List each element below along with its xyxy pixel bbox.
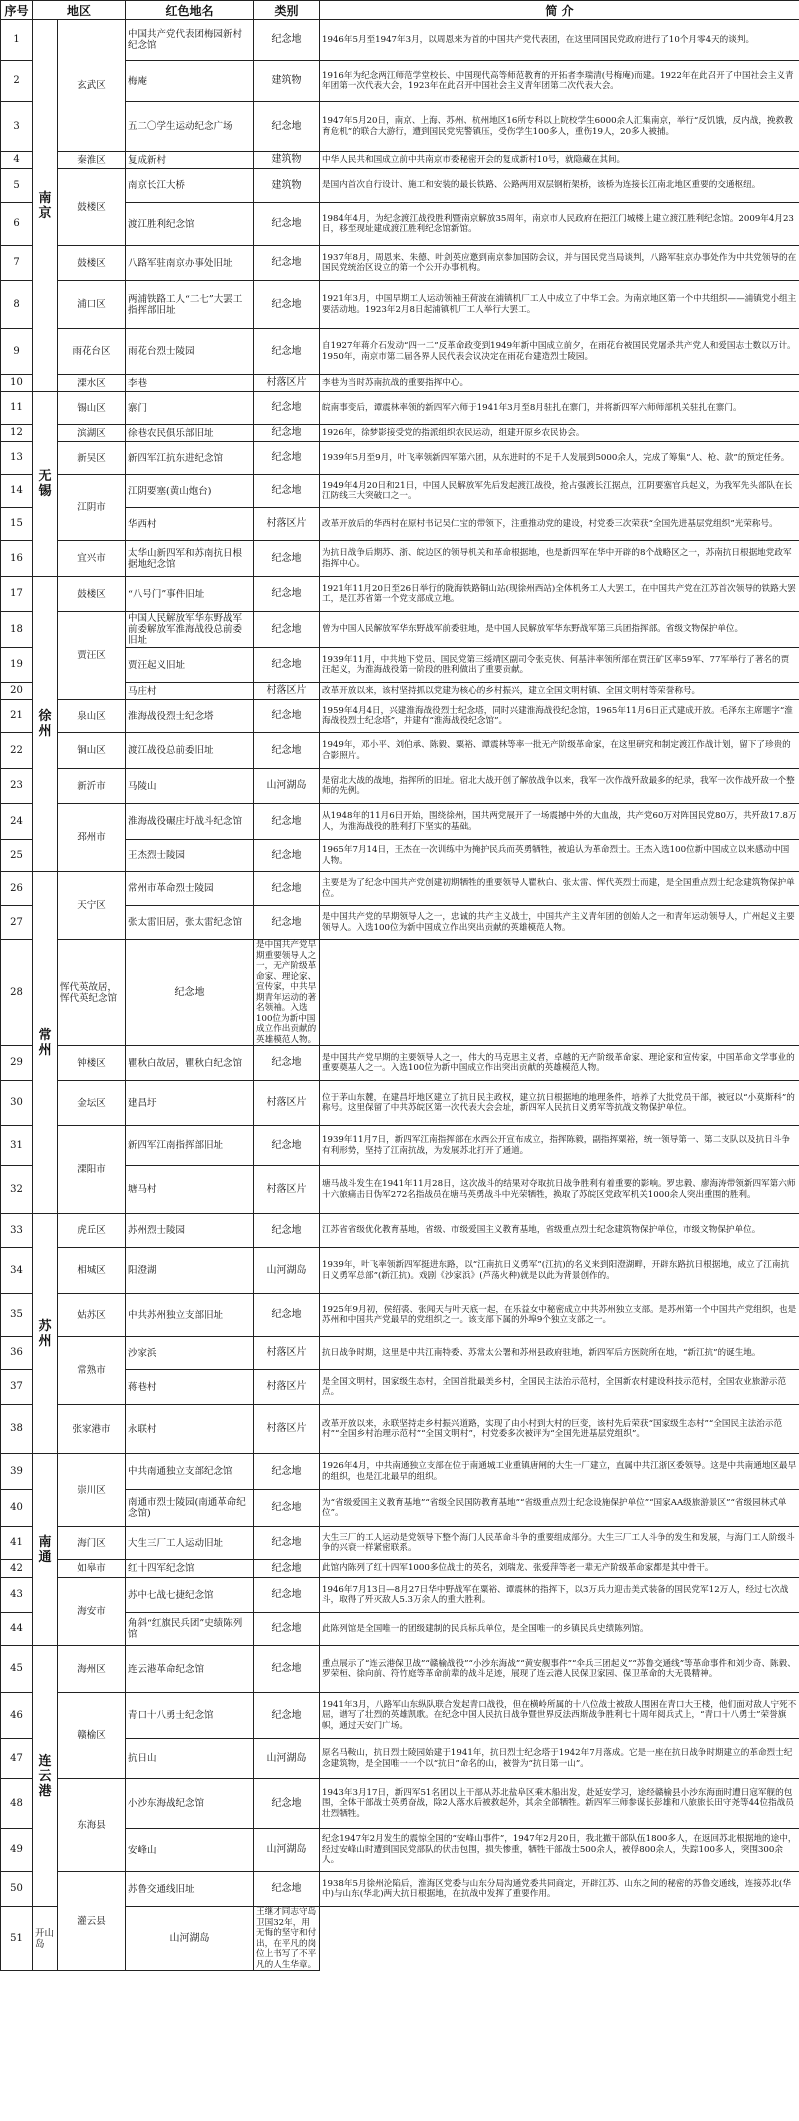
site-description: 1947年5月20日，南京、上海、苏州、杭州地区16所专科以上院校学生6000余人汇集南京，举行“反饥饿，反内战，挽救教育危机”的联合大游行，遭到国民党宪警镇压，受伤学生100多人，重伤19人，20多人被捕。 (320, 102, 799, 152)
row-seq: 46 (1, 1693, 33, 1739)
site-type: 纪念地 (254, 1578, 320, 1613)
site-description: 1949年4月20日和21日，中国人民解放军先后发起渡江战役，抢占强渡长江据点，江阴要塞官兵起义，为我军先头部队在长江防线三大突破口之一。 (320, 475, 799, 508)
site-name: 江阴要塞(黄山炮台) (126, 475, 254, 508)
site-type: 村落区片 (254, 1081, 320, 1126)
row-seq: 8 (1, 281, 33, 329)
district-name: 浦口区 (58, 281, 126, 329)
row-seq: 48 (1, 1779, 33, 1829)
site-description: 1941年3月，八路军山东纵队联合发起青口战役，但在横岭所属的十八位战士被敌人围困在青口大王楼，他们面对敌人宁死不屈，谱写了壮烈的英雄凯歌。在纪念中国人民抗日战争暨世界反法西斯战争胜利七十周年阅兵式上，“青口十八勇士”荣誉旗帜，通过天安门广场。 (320, 1693, 799, 1739)
table-row (1, 281, 799, 329)
row-seq: 13 (1, 442, 33, 475)
table-row (1, 1779, 799, 1829)
site-description: 抗日战争时期，这里是中共江南特委、苏常太公署和苏州县政府驻地，新四军后方医院所在地，“新江抗”的诞生地。 (320, 1337, 799, 1370)
table-row (1, 1646, 799, 1693)
row-seq: 28 (1, 940, 33, 1046)
row-seq: 20 (1, 683, 33, 700)
site-description: 1943年3月17日，新四军51名团以上干部从苏北盐阜区乘木船出发，赴延安学习，途经赣榆县小沙东海面时遭日寇军舰的包围，全体干部战士英勇奋战，除2人落水后被救起外，其余全部牺牲。新四军三师参谋长彭雄和八旅旅长田守尧等44位指战员壮烈牺牲。 (320, 1779, 799, 1829)
table-row (1, 1337, 799, 1370)
site-name: 塘马村 (126, 1166, 254, 1214)
site-description: 皖南事变后，谭震林率领的新四军六师于1941年3月至8月驻扎在寨门，并将新四军六师师部机关驻扎在寨门。 (320, 392, 799, 425)
site-description: 1921年3月，中国早期工人运动领袖王荷波在浦镇机厂工人中成立了中华工会。为南京地区第一个中共组织——浦镇党小组主要活动地。1923年2月8日起浦镇机厂工人举行大罢工。 (320, 281, 799, 329)
site-description: 改革开放以来，该村坚持抓以党建为核心的乡村振兴，建立全国文明村镇、全国文明村等荣誉称号。 (320, 683, 799, 700)
table-row (1, 392, 799, 425)
row-seq: 30 (1, 1081, 33, 1126)
site-type: 建筑物 (254, 152, 320, 169)
table-row (1, 577, 799, 612)
site-type: 纪念地 (254, 1527, 320, 1560)
site-name: 王杰烈士陵园 (126, 840, 254, 872)
district-name: 天宁区 (58, 872, 126, 940)
site-name: 李巷 (126, 375, 254, 392)
district-name: 铜山区 (58, 733, 126, 769)
table-row (1, 442, 799, 475)
district-name: 鼓楼区 (58, 577, 126, 612)
site-name: 徐巷农民俱乐部旧址 (126, 425, 254, 442)
site-type: 纪念地 (254, 102, 320, 152)
site-description: 1926年4月，中共南通独立支部在位于南通城工业重镇唐闸的大生一厂建立，直属中共江浙区委领导。这是中共南通地区最早的组织，也是江北最早的组织。 (320, 1454, 799, 1490)
site-name: 两浦铁路工人“二七”大罢工指挥部旧址 (126, 281, 254, 329)
table-row (1, 1294, 799, 1337)
city-name: 无锡 (33, 392, 58, 577)
site-name: 大生三厂工人运动旧址 (126, 1527, 254, 1560)
row-seq: 14 (1, 475, 33, 508)
row-seq: 10 (1, 375, 33, 392)
site-type: 山河湖岛 (254, 1829, 320, 1872)
site-name: 马陵山 (126, 769, 254, 804)
table-row (1, 612, 799, 648)
row-seq: 51 (1, 1907, 33, 1971)
site-type: 纪念地 (254, 840, 320, 872)
site-name: 淮海战役烈士纪念塔 (126, 700, 254, 733)
site-description: 是宿北大战的战地，指挥所的旧址。宿北大战开创了解放战争以来，我军一次作战歼敌最多的纪录，我军一次作战歼敌一个整师的先例。 (320, 769, 799, 804)
site-type: 纪念地 (254, 872, 320, 906)
site-type: 纪念地 (254, 906, 320, 940)
row-seq: 12 (1, 425, 33, 442)
row-seq: 23 (1, 769, 33, 804)
site-description: 1959年4月4日，兴建淮海战役烈士纪念塔，同时兴建淮海战役纪念馆，1965年11月6日正式建成开放。毛泽东主席题字“淮海战役烈士纪念塔”，并建有“淮海战役纪念馆”。 (320, 700, 799, 733)
site-type: 村落区片 (254, 683, 320, 700)
site-type: 纪念地 (254, 1046, 320, 1081)
district-name: 玄武区 (58, 20, 126, 152)
site-description: 1946年7月13日—8月27日华中野战军在粟裕、谭震林的指挥下，以3万兵力迎击美式装备的国民党军12万人，经过七次战斗，取得了歼灭敌人5.3万余人的重大胜利。 (320, 1578, 799, 1613)
site-name: 中国人民解放军华东野战军前委解放军淮海战役总前委旧址 (126, 612, 254, 648)
row-seq: 32 (1, 1166, 33, 1214)
site-name: 永联村 (126, 1405, 254, 1454)
district-name: 东海县 (58, 1779, 126, 1872)
site-name: 五二〇学生运动纪念广场 (126, 102, 254, 152)
table-row (1, 1081, 799, 1126)
row-seq: 34 (1, 1248, 33, 1294)
district-name: 鼓楼区 (58, 169, 126, 246)
district-name: 灌云县 (58, 1872, 126, 1971)
district-name: 贾汪区 (58, 612, 126, 700)
site-name: 梅庵 (126, 61, 254, 102)
row-seq: 41 (1, 1527, 33, 1560)
site-description: 是全国文明村，国家级生态村，全国首批最美乡村，全国民主法治示范村，全国新农村建设科技示范村，全国农业旅游示范点。 (320, 1370, 799, 1405)
site-name: 渡江战役总前委旧址 (126, 733, 254, 769)
header-area: 地区 (33, 1, 126, 20)
district-name: 邳州市 (58, 804, 126, 872)
site-type: 村落区片 (254, 375, 320, 392)
row-seq: 15 (1, 508, 33, 541)
table-body (1, 20, 799, 1971)
site-name: 复成新村 (126, 152, 254, 169)
row-seq: 29 (1, 1046, 33, 1081)
table-row (1, 1248, 799, 1294)
district-name: 海安市 (58, 1578, 126, 1646)
site-type: 村落区片 (254, 1370, 320, 1405)
table-row (1, 20, 799, 61)
site-type: 纪念地 (254, 804, 320, 840)
row-seq: 39 (1, 1454, 33, 1490)
table-row (1, 329, 799, 375)
site-type: 纪念地 (254, 246, 320, 281)
site-type: 村落区片 (254, 508, 320, 541)
row-seq: 17 (1, 577, 33, 612)
site-description: 1965年7月14日，王杰在一次训练中为掩护民兵而英勇牺牲，被追认为革命烈士。王杰入选100位新中国成立以来感动中国人物。 (320, 840, 799, 872)
site-description: 是中国共产党的早期领导人之一，忠诚的共产主义战士，中国共产主义青年团的创始人之一和青年运动领导人，广州起义主要领导人。入选100位为新中国成立作出突出贡献的英雄模范人物。 (320, 906, 799, 940)
table-row (1, 1126, 799, 1166)
district-name: 雨花台区 (58, 329, 126, 375)
site-description: 改革开放后的华西村在原村书记吴仁宝的带领下，注重推动党的建设，村党委三次荣获“全国先进基层党组织”光荣称号。 (320, 508, 799, 541)
site-type: 纪念地 (254, 1560, 320, 1578)
row-seq: 42 (1, 1560, 33, 1578)
site-name: 常州市革命烈士陵园 (126, 872, 254, 906)
table-row (1, 769, 799, 804)
site-type: 纪念地 (254, 329, 320, 375)
site-description: 曾为中国人民解放军华东野战军前委驻地，是中国人民解放军华东野战军第三兵团指挥部。省级文物保护单位。 (320, 612, 799, 648)
site-description: 主要是为了纪念中国共产党创建初期牺牲的重要领导人瞿秋白、张太雷、恽代英烈士而建，是全国重点烈士纪念建筑物保护单位。 (320, 872, 799, 906)
site-description: 大生三厂的工人运动是党领导下整个海门人民革命斗争的重要组成部分。大生三厂工人斗争的发生和发展，与海门工人阶级斗争的兴衰一样紧密联系。 (320, 1527, 799, 1560)
site-type: 纪念地 (254, 612, 320, 648)
site-type: 建筑物 (254, 61, 320, 102)
site-name: 小沙东海战纪念馆 (126, 1779, 254, 1829)
table-row (1, 425, 799, 442)
site-type: 纪念地 (254, 577, 320, 612)
row-seq: 35 (1, 1294, 33, 1337)
district-name: 滨湖区 (58, 425, 126, 442)
site-description: 重点展示了“连云港保卫战”“赣榆战役”“小沙东海战”“黄安舰事件”“伞兵三团起义”“苏鲁交通线”等革命事件和刘少奇、陈毅、罗荣桓、徐向前、符竹庭等革命前辈的战斗足迹，展现了连云港人民保卫家园、保卫革命的大无畏精神。 (320, 1646, 799, 1693)
district-name: 常熟市 (58, 1337, 126, 1405)
site-name: 马庄村 (126, 683, 254, 700)
site-name: 华西村 (126, 508, 254, 541)
site-name: 新四军江南指挥部旧址 (126, 1126, 254, 1166)
site-name: 苏中七战七捷纪念馆 (126, 1578, 254, 1613)
table-row (1, 733, 799, 769)
district-name: 秦淮区 (58, 152, 126, 169)
row-seq: 5 (1, 169, 33, 203)
site-type: 山河湖岛 (254, 769, 320, 804)
site-name: 中国共产党代表团梅园新村纪念馆 (126, 20, 254, 61)
site-description: 1939年11月7日，新四军江南指挥部在水西公开宣布成立，指挥陈毅，副指挥粟裕，统一领导第一、第二支队以及抗日斗争有利形势，坚持了江南抗战，为发展苏北打开了通道。 (320, 1126, 799, 1166)
table-row (1, 1693, 799, 1739)
row-seq: 2 (1, 61, 33, 102)
site-type: 纪念地 (254, 733, 320, 769)
site-type: 建筑物 (254, 169, 320, 203)
row-seq: 24 (1, 804, 33, 840)
site-type: 纪念地 (254, 1693, 320, 1739)
site-description: 中华人民共和国成立前中共南京市委秘密开会的复成新村10号，就隐藏在其间。 (320, 152, 799, 169)
district-name: 相城区 (58, 1248, 126, 1294)
row-seq: 16 (1, 541, 33, 577)
site-name: 八路军驻南京办事处旧址 (126, 246, 254, 281)
district-name: 如皋市 (58, 1560, 126, 1578)
row-seq: 33 (1, 1214, 33, 1248)
site-type: 纪念地 (254, 541, 320, 577)
table-row (1, 541, 799, 577)
site-name: 新四军江抗东进纪念馆 (126, 442, 254, 475)
row-seq: 4 (1, 152, 33, 169)
site-description: 1984年4月，为纪念渡江战役胜利暨南京解放35周年，南京市人民政府在挹江门城楼上建立渡江胜利纪念馆。2009年4月23日，移至现址建成渡江胜利纪念馆新馆。 (320, 203, 799, 246)
site-description: 1939年5月至9月，叶飞率领新四军第六团，从东进时的不足千人发展到5000余人，完成了筹集“人、枪、款”的预定任务。 (320, 442, 799, 475)
row-seq: 21 (1, 700, 33, 733)
row-seq: 25 (1, 840, 33, 872)
site-description: 是中国共产党早期重要领导人之一，无产阶级革命家、理论家、宣传家，中共早期青年运动的著名领袖。入选100位为新中国成立作出贡献的英雄模范人物。 (254, 940, 320, 1046)
district-name: 海州区 (58, 1646, 126, 1693)
table-row (1, 375, 799, 392)
district-name: 宜兴市 (58, 541, 126, 577)
site-name: 恽代英故居，恽代英纪念馆 (58, 940, 126, 1046)
site-type: 山河湖岛 (254, 1248, 320, 1294)
site-name: 中共南通独立支部纪念馆 (126, 1454, 254, 1490)
table-row (1, 1454, 799, 1490)
table-row (1, 1405, 799, 1454)
site-name: 张太雷旧居，张太雷纪念馆 (126, 906, 254, 940)
district-name: 虎丘区 (58, 1214, 126, 1248)
table-row (1, 804, 799, 840)
site-name: 瞿秋白故居，瞿秋白纪念馆 (126, 1046, 254, 1081)
table-row (1, 152, 799, 169)
row-seq: 47 (1, 1739, 33, 1779)
site-description: 此陈列馆是全国唯一的团级建制的民兵标兵单位，是全国唯一的乡镇民兵史绩陈列馆。 (320, 1613, 799, 1646)
district-name: 赣榆区 (58, 1693, 126, 1779)
district-name: 新沂市 (58, 769, 126, 804)
district-name: 溧阳市 (58, 1126, 126, 1214)
row-seq: 38 (1, 1405, 33, 1454)
city-name: 南京 (33, 20, 58, 392)
site-description: 位于茅山东麓，在建昌圩地区建立了抗日民主政权，建立抗日根据地的地理条件，培养了大批党员干部，被冠以“小莫斯科”的称号。这里保留了中共苏皖区第一次代表大会会址，新四军人民抗日义勇军等抗战文物保护单位。 (320, 1081, 799, 1126)
district-name: 张家港市 (58, 1405, 126, 1454)
site-type: 纪念地 (254, 1490, 320, 1527)
city-name: 连云港 (33, 1646, 58, 1907)
district-name: 海门区 (58, 1527, 126, 1560)
site-description: 1939年，叶飞率领新四军挺进东路，以“江南抗日义勇军”(江抗)的名义来到阳澄湖畔，开辟东路抗日根据地，成立了江南抗日义勇军总部”(新江抗)。戏剧《沙家浜》(芦荡火种)就是以此为背景创作的。 (320, 1248, 799, 1294)
site-name: 青口十八勇士纪念馆 (126, 1693, 254, 1739)
table-row (1, 1872, 799, 1907)
header-type: 类别 (254, 1, 320, 20)
city-name: 徐州 (33, 577, 58, 872)
table-row (1, 246, 799, 281)
table-row (1, 872, 799, 906)
site-name: 苏州烈士陵园 (126, 1214, 254, 1248)
site-description: 塘马战斗发生在1941年11月28日，这次战斗的结果对夺取抗日战争胜利有着重要的影响。罗忠毅、廖海涛带领新四军第六师十六旅痛击日伪军272名指战员在塘马英勇战斗中光荣牺牲，换取了苏皖区党政军机关1000余人突出重围的胜利。 (320, 1166, 799, 1214)
row-seq: 45 (1, 1646, 33, 1693)
row-seq: 37 (1, 1370, 33, 1405)
site-description: 1926年，徐梦影接受党的指派组织农民运动，组建开原乡农民协会。 (320, 425, 799, 442)
row-seq: 31 (1, 1126, 33, 1166)
site-name: 阳澄湖 (126, 1248, 254, 1294)
row-seq: 44 (1, 1613, 33, 1646)
district-name: 溧水区 (58, 375, 126, 392)
site-name: “八号门”事件旧址 (126, 577, 254, 612)
site-description: 1937年8月，周恩来、朱德、叶剑英应邀到南京参加国防会议，并与国民党当局谈判，八路军驻京办事处作为中共党领导的在国民党统治区设立的第一个公开办事机构。 (320, 246, 799, 281)
site-description: 为抗日战争后期苏、浙、皖边区的领导机关和革命根据地，也是新四军在华中开辟的8个战略区之一，苏南抗日根据地党政军指挥中心。 (320, 541, 799, 577)
site-description: 王继才同志守岛卫国32年，用无悔的坚守和付出，在平凡的岗位上书写了不平凡的人生华章。 (254, 1907, 320, 1971)
site-name: 南通市烈士陵园(南通革命纪念馆) (126, 1490, 254, 1527)
site-description: 改革开放以来，永联坚持走乡村振兴道路，实现了由小村到大村的巨变，该村先后荣获“国家级生态村”“全国民主法治示范村”“全国乡村治理示范村”“全国文明村”，村党委多次被评为“全国先进基层党组织”。 (320, 1405, 799, 1454)
district-name: 锡山区 (58, 392, 126, 425)
site-type: 纪念地 (254, 648, 320, 683)
header-desc: 简 介 (320, 1, 799, 20)
site-description: 此馆内陈列了红十四军1000多位战士的英名，刘瑞龙、张爱萍等老一辈无产阶级革命家都是其中骨干。 (320, 1560, 799, 1578)
table-header (1, 1, 799, 20)
site-type: 纪念地 (254, 425, 320, 442)
site-type: 村落区片 (254, 1405, 320, 1454)
site-description: 原名马鞍山，抗日烈士陵园始建于1941年，抗日烈士纪念塔于1942年7月落成。它是一座在抗日战争时期建立的革命烈士纪念建筑物，是全国唯一一个以“抗日”命名的山，被誉为“抗日第一山”。 (320, 1739, 799, 1779)
table-row (1, 475, 799, 508)
district-name: 新吴区 (58, 442, 126, 475)
table-row (1, 1578, 799, 1613)
site-type: 纪念地 (254, 1613, 320, 1646)
site-type: 纪念地 (254, 1646, 320, 1693)
site-name: 蒋巷村 (126, 1370, 254, 1405)
site-type: 纪念地 (254, 1294, 320, 1337)
row-seq: 27 (1, 906, 33, 940)
row-seq: 49 (1, 1829, 33, 1872)
site-description: 李巷为当时苏南抗战的重要指挥中心。 (320, 375, 799, 392)
table-row (1, 1560, 799, 1578)
row-seq: 36 (1, 1337, 33, 1370)
site-type: 纪念地 (254, 392, 320, 425)
row-seq: 7 (1, 246, 33, 281)
site-type: 纪念地 (254, 20, 320, 61)
site-description: 1946年5月至1947年3月，以周恩来为首的中国共产党代表团，在这里同国民党政府进行了10个月零4天的谈判。 (320, 20, 799, 61)
city-name: 南通 (33, 1454, 58, 1646)
site-name: 中共苏州独立支部旧址 (126, 1294, 254, 1337)
site-name: 淮海战役碾庄圩战斗纪念馆 (126, 804, 254, 840)
site-type: 纪念地 (254, 281, 320, 329)
site-type: 山河湖岛 (254, 1739, 320, 1779)
row-seq: 9 (1, 329, 33, 375)
table-row (1, 700, 799, 733)
district-name: 钟楼区 (58, 1046, 126, 1081)
site-type: 纪念地 (254, 203, 320, 246)
site-type: 纪念地 (254, 700, 320, 733)
site-description: 1949年，邓小平、刘伯承、陈毅、粟裕、谭震林等率一批无产阶级革命家，在这里研究和制定渡江作战计划，留下了珍贵的合影照片。 (320, 733, 799, 769)
site-name: 贾汪起义旧址 (126, 648, 254, 683)
city-name: 苏州 (33, 1214, 58, 1454)
site-name: 红十四军纪念馆 (126, 1560, 254, 1578)
site-name: 南京长江大桥 (126, 169, 254, 203)
district-name: 崇川区 (58, 1454, 126, 1527)
site-type: 纪念地 (254, 1126, 320, 1166)
district-name: 鼓楼区 (58, 246, 126, 281)
site-name: 抗日山 (126, 1739, 254, 1779)
table-row (1, 169, 799, 203)
site-description: 从1948年的11月6日开始，围绕徐州，国共两党展开了一场震撼中外的大血战，共产党60万对阵国民党80万，共歼敌17.8万人，为淮海战役的胜利打下坚实的基础。 (320, 804, 799, 840)
site-type: 山河湖岛 (126, 1907, 254, 1971)
district-name: 江阴市 (58, 475, 126, 541)
site-name: 建昌圩 (126, 1081, 254, 1126)
site-name: 太华山新四军和苏南抗日根据地纪念馆 (126, 541, 254, 577)
site-name: 连云港革命纪念馆 (126, 1646, 254, 1693)
site-description: 1916年为纪念两江师范学堂校长、中国现代高等师范教育的开拓者李瑞清(号梅庵)而建。1922年在此召开了中国社会主义青年团第一次代表大会，1923年在此召开中国社会主义青年团第二次代表大会。 (320, 61, 799, 102)
row-seq: 18 (1, 612, 33, 648)
site-description: 江苏省省级优化教育基地，省级、市级爱国主义教育基地，省级重点烈士纪念建筑物保护单位，市级文物保护单位。 (320, 1214, 799, 1248)
site-description: 纪念1947年2月发生的震惊全国的“安峰山事件”，1947年2月20日，我北撤干部队伍1800多人，在返回苏北根据地的途中，经过安峰山时遭到国民党部队的伏击包围，损失惨重，牺牲干部战士500余人，被俘800余人，失踪100多人，突围300余人。 (320, 1829, 799, 1872)
site-name: 沙家浜 (126, 1337, 254, 1370)
site-description: 自1927年蒋介石发动“四一二”反革命政变到1949年新中国成立前夕，在雨花台被国民党屠杀共产党人和爱国志士数以万计。1950年，南京市第二届各界人民代表会议决定在雨花台建造烈士陵园。 (320, 329, 799, 375)
site-name: 渡江胜利纪念馆 (126, 203, 254, 246)
site-name: 安峰山 (126, 1829, 254, 1872)
row-seq: 43 (1, 1578, 33, 1613)
row-seq: 6 (1, 203, 33, 246)
row-seq: 1 (1, 20, 33, 61)
row-seq: 50 (1, 1872, 33, 1907)
site-description: 1921年11月20日至26日举行的陇海铁路铜山站(现徐州西站)全体机务工人大罢工，在中国共产党在江苏首次领导的铁路大罢工，是江苏省第一个党支部成立地。 (320, 577, 799, 612)
site-name: 寨门 (126, 392, 254, 425)
site-type: 纪念地 (254, 475, 320, 508)
header-site: 红色地名 (126, 1, 254, 20)
site-type: 纪念地 (126, 940, 254, 1046)
district-name: 泉山区 (58, 700, 126, 733)
district-name: 姑苏区 (58, 1294, 126, 1337)
site-description: 为“省级爱国主义教育基地”“省级全民国防教育基地”“省级重点烈士纪念设施保护单位”“国家AA级旅游景区”“省级园林式单位”。 (320, 1490, 799, 1527)
site-type: 纪念地 (254, 1872, 320, 1907)
city-name: 常州 (33, 872, 58, 1214)
table-row (1, 940, 799, 1046)
table-row (1, 1527, 799, 1560)
row-seq: 22 (1, 733, 33, 769)
site-type: 纪念地 (254, 1454, 320, 1490)
row-seq: 3 (1, 102, 33, 152)
site-description: 1938年5月徐州沦陷后，淮海区党委与山东分局沟通党委共同商定，开辟江苏、山东之间的秘密的苏鲁交通线，连接苏北(华中)与山东(华北)两大抗日根据地，在抗战中发挥了重要作用。 (320, 1872, 799, 1907)
site-name: 开山岛 (33, 1907, 58, 1971)
table-row (1, 1046, 799, 1081)
site-type: 纪念地 (254, 442, 320, 475)
site-description: 1939年11月，中共地下党员、国民党第三绥靖区副司令张克侠、何基沣率领所部在贾汪矿区率59军、77军举行了著名的贾汪起义，为淮海战役第一阶段的胜利做出了重要贡献。 (320, 648, 799, 683)
site-name: 苏鲁交通线旧址 (126, 1872, 254, 1907)
site-type: 纪念地 (254, 1779, 320, 1829)
row-seq: 26 (1, 872, 33, 906)
row-seq: 19 (1, 648, 33, 683)
site-description: 是国内首次自行设计、施工和安装的最长铁路、公路两用双层钢桁架桥，该桥为连接长江南北地区重要的交通枢纽。 (320, 169, 799, 203)
site-type: 纪念地 (254, 1214, 320, 1248)
row-seq: 11 (1, 392, 33, 425)
district-name: 金坛区 (58, 1081, 126, 1126)
site-name: 角斜“红旗民兵团”史绩陈列馆 (126, 1613, 254, 1646)
site-description: 1925年9月初，侯绍裘、张闻天与叶天底一起，在乐益女中秘密成立中共苏州独立支部。是苏州第一个中国共产党组织，也是苏州和中国共产党最早的党组织之一。该支部下属的外埠9个独立支部之一。 (320, 1294, 799, 1337)
header-seq: 序号 (1, 1, 33, 20)
site-type: 村落区片 (254, 1166, 320, 1214)
site-type: 村落区片 (254, 1337, 320, 1370)
row-seq: 40 (1, 1490, 33, 1527)
site-description: 是中国共产党早期的主要领导人之一，伟大的马克思主义者，卓越的无产阶级革命家、理论家和宣传家，中国革命文学事业的重要奠基人之一。入选100位为新中国成立作出突出贡献的英雄模范人物。 (320, 1046, 799, 1081)
table-row (1, 1214, 799, 1248)
site-name: 雨花台烈士陵园 (126, 329, 254, 375)
